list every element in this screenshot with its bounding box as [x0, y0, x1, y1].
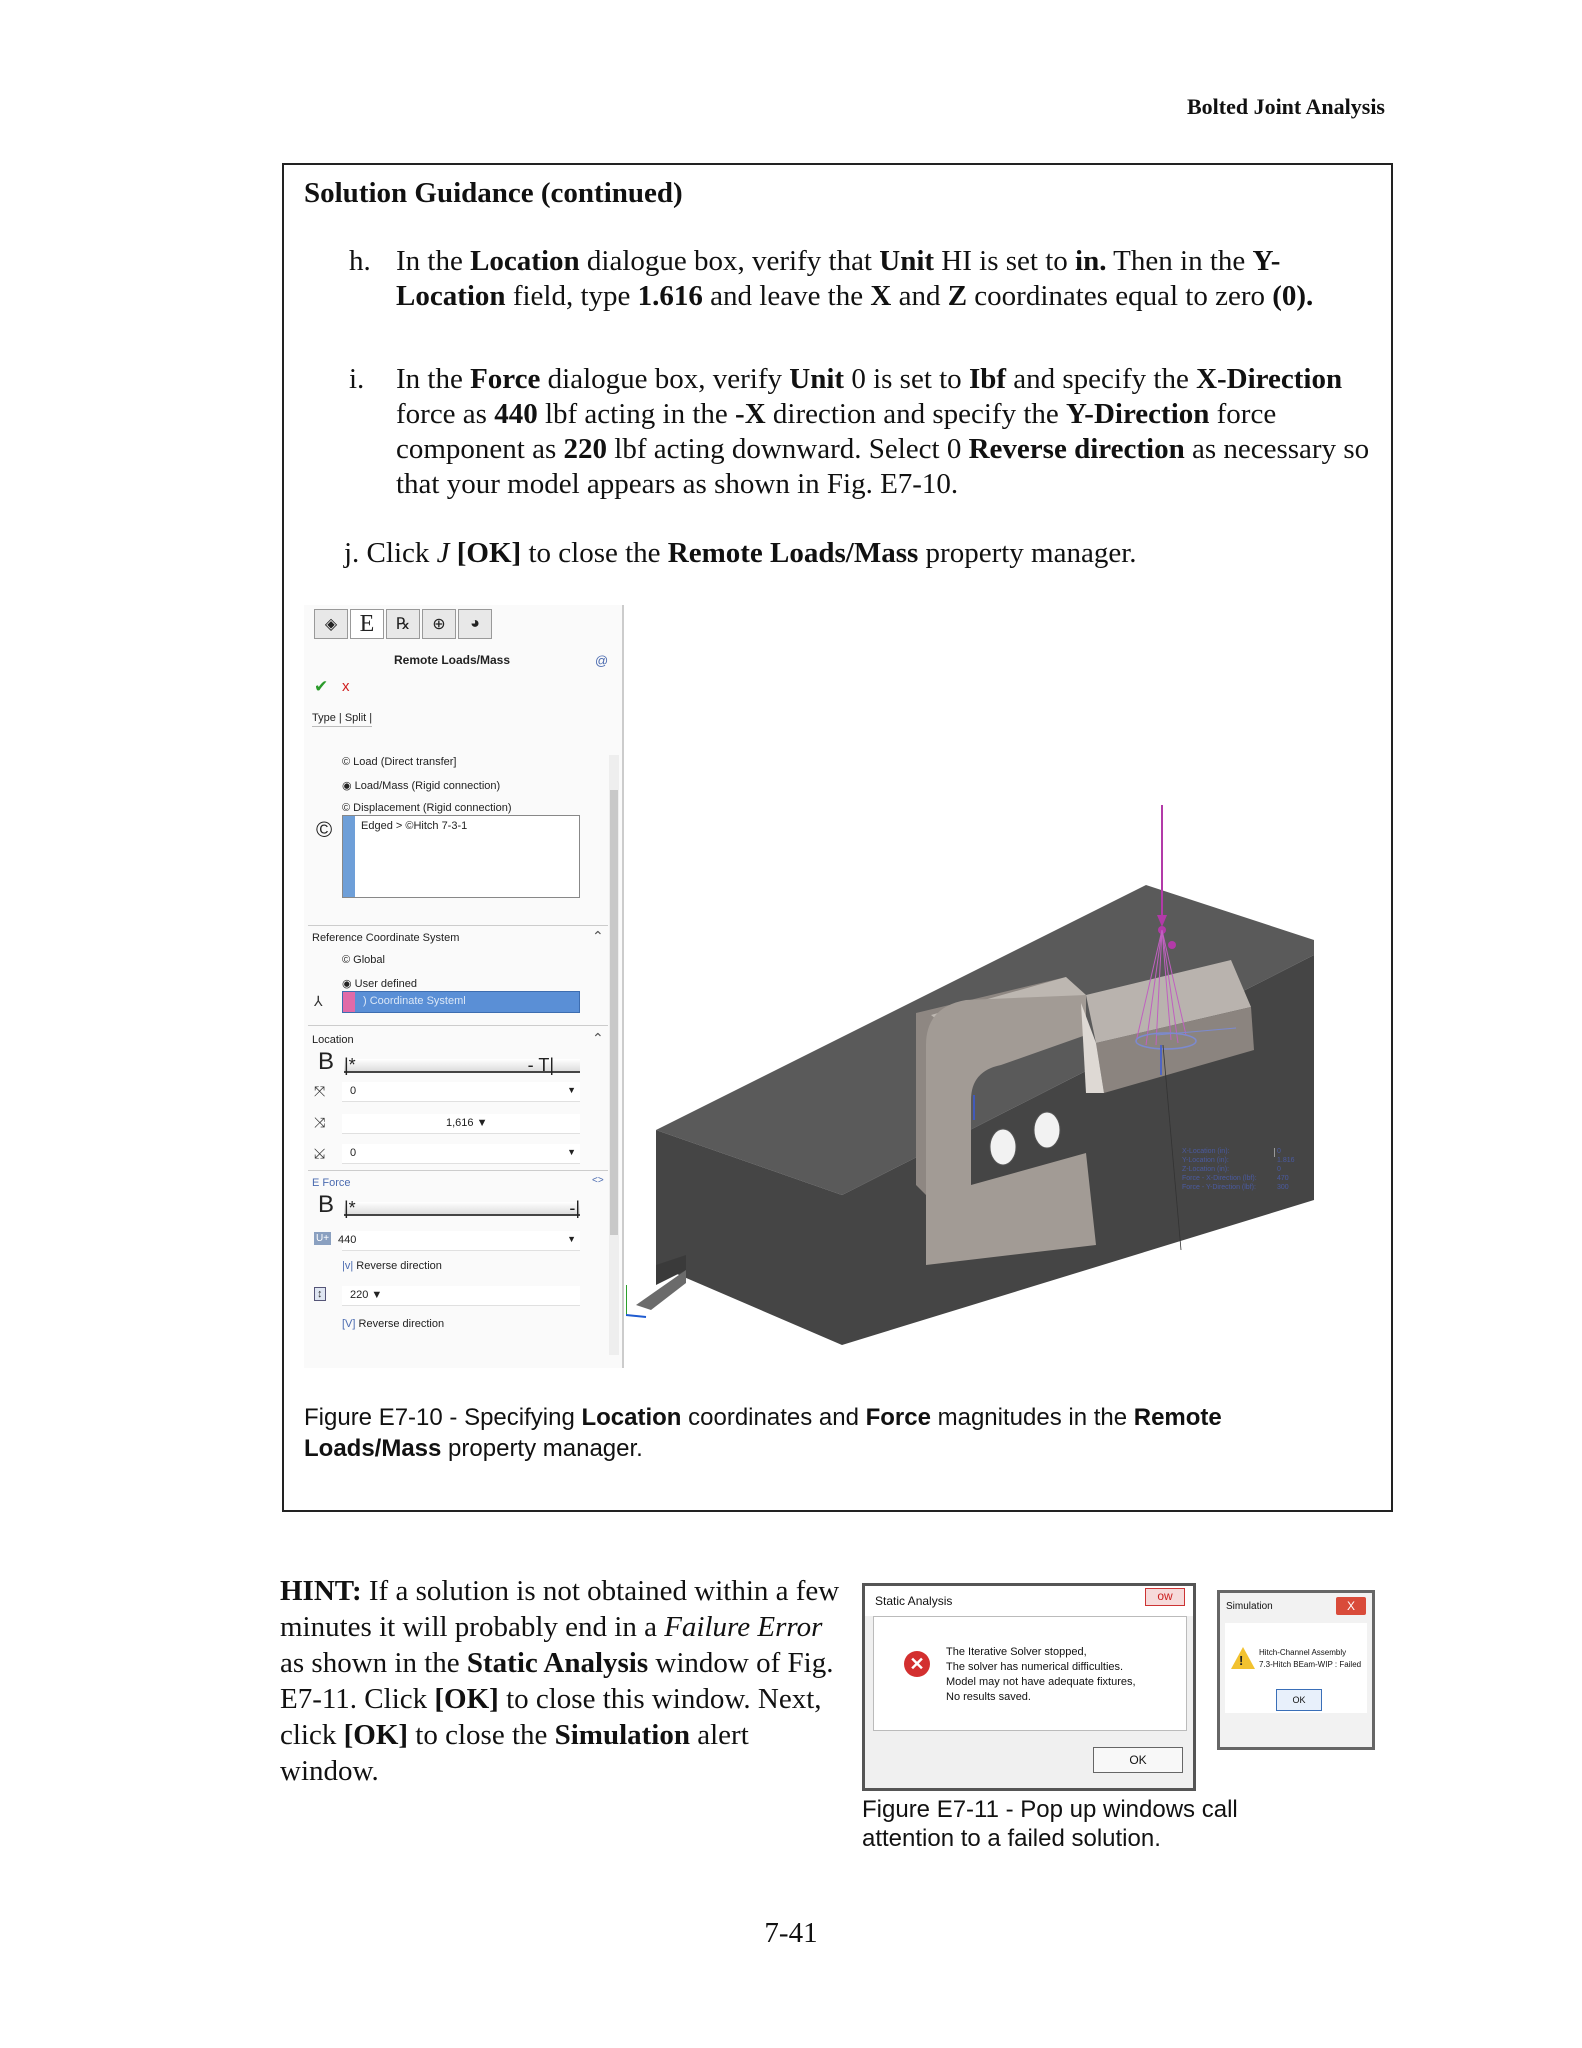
pm-title: Remote Loads/Mass	[394, 653, 511, 667]
divider	[308, 925, 608, 926]
force-y-field[interactable]: 220 ▼	[342, 1286, 580, 1306]
reverse-x-checkbox[interactable]: |v| Reverse direction	[342, 1260, 442, 1272]
axis-triad-icon: ⅄	[314, 993, 323, 1009]
face-selection-box[interactable]	[342, 815, 580, 898]
divider	[308, 1025, 608, 1026]
divider	[308, 1170, 608, 1171]
force-section-header[interactable]: E Force	[312, 1177, 351, 1189]
x-location-field[interactable]: 0 ▼	[342, 1082, 580, 1102]
y-axis-icon: ⤨	[314, 1114, 326, 1130]
force-expand-icon[interactable]: <>	[592, 1175, 604, 1186]
warning-mark: !	[1239, 1653, 1244, 1668]
type-split-tabs[interactable]: Type | Split |	[312, 712, 372, 727]
figure-e7-10: ◈ E ℞ ⊕ ◕ Remote Loads/Mass @ ✔ x Type | Split | © Load (Direct transfer] ◉ Load/Mass (Rigid connection) © Displacement (Rigid connection) © Edged > ©Hitch 7-3-1 Reference Coordinate System ⌃ © Global ◉ User defined ⅄ ) Coordinate Systeml Location ⌃ B |* - T| ⤧ 0 ▼ ⤨ 1,616 ▼ ⤩ 0 ▼ E Force <> B |* -| U+ 440 ▼ |v| Reverse direction ↕ 220 ▼ [V] Reverse direction X-Location (in): Y-Location (in): Z-Location (in): Force - X-Direction (lbf): Force - Y-Direction (lbf): 0 1.816 0 470 300	[304, 605, 1314, 1380]
guidance-title: Solution Guidance (continued)	[304, 177, 683, 209]
cancel-x-icon[interactable]: x	[342, 678, 350, 695]
bolt-hole-1	[990, 1129, 1016, 1165]
alert-message: Hitch-Channel Assembly 7.3-Hitch BEam-WIP : Failed	[1259, 1648, 1362, 1669]
collapse-caret-icon[interactable]: ⌃	[592, 1030, 604, 1046]
step-j: j. Click J [OK] to close the Remote Loads/Mass property manager.	[344, 537, 1137, 569]
close-button[interactable]: ow	[1145, 1588, 1185, 1606]
force-unit-label: B	[318, 1191, 335, 1218]
ok-check-icon[interactable]: ✔	[314, 677, 329, 696]
collapse-caret-icon[interactable]: ⌃	[592, 928, 604, 944]
step-i-marker: i.	[349, 363, 365, 395]
static-analysis-dialog	[862, 1583, 1196, 1791]
location-unit-field[interactable]: |* - T|	[344, 1059, 580, 1073]
z-location-field[interactable]: 0 ▼	[342, 1144, 580, 1164]
step-h-text: In the Location dialogue box, verify that Unit HI is set to in. Then in the Y-Location field, type 1.616 and leave the X and Z coordinates equal to zero (0).	[396, 245, 1314, 312]
ok-button[interactable]: OK	[1093, 1747, 1183, 1773]
configuration-tab[interactable]	[386, 609, 420, 639]
field-color-bar	[343, 992, 355, 1012]
error-message: The Iterative Solver stopped, The solver has numerical difficulties. Model may not have adequate fixtures, No results saved.	[946, 1646, 1136, 1703]
crosshair-icon: ⊕	[432, 616, 446, 633]
manager-tabs	[314, 609, 492, 639]
step-h-marker: h.	[349, 245, 371, 277]
figure-e7-11-caption: Figure E7-11 - Pop up windows call attention to a failed solution.	[862, 1796, 1238, 1852]
dialog-title: Simulation	[1226, 1601, 1273, 1612]
simulation-alert-dialog	[1217, 1590, 1375, 1750]
coord-system-name: ) Coordinate Systeml	[363, 995, 466, 1007]
display-manager-tab[interactable]	[458, 609, 492, 639]
selection-color-bar	[343, 816, 355, 897]
color-wheel-icon: ◕	[470, 615, 480, 632]
radio-load-mass[interactable]: ◉ Load/Mass (Rigid connection)	[342, 780, 501, 792]
dialog-title: Static Analysis	[875, 1594, 953, 1608]
coordinate-system-field[interactable]	[342, 991, 580, 1013]
reverse-y-checkbox[interactable]: [V] Reverse direction	[342, 1318, 445, 1330]
dialog-body	[873, 1616, 1187, 1731]
ok-button[interactable]: OK	[1276, 1689, 1322, 1711]
property-manager-tab[interactable]: E	[350, 609, 384, 639]
config-icon: ℞	[395, 616, 411, 633]
hint-paragraph: HINT: If a solution is not obtained within a few minutes it will probably end in a Failure Error as shown in the Static Analysis window of Fig. E7-11. Click [OK] to close this window. Next, click [OK] to close the Simulation alert window.	[280, 1575, 840, 1787]
part-icon: ◈	[324, 616, 338, 633]
model-viewport[interactable]	[626, 745, 1314, 1345]
location-unit-label: B	[318, 1048, 335, 1075]
error-icon: ✕	[904, 1651, 930, 1677]
help-icon[interactable]: @	[595, 653, 609, 668]
selection-entry: Edged > ©Hitch 7-3-1	[361, 820, 468, 832]
radio-load-direct[interactable]: © Load (Direct transfer]	[342, 756, 457, 768]
copyright-glyph: ©	[316, 817, 333, 842]
z-axis-icon: ⤩	[314, 1145, 326, 1161]
step-i-text: In the Force dialogue box, verify Unit 0 is set to Ibf and specify the X-Direction force as 440 lbf acting in the -X direction and specify the Y-Direction force component as 220 lbf acting downward. Select 0 Reverse direction as necessary so that your model appears as shown in Fig. E7-10.	[396, 363, 1370, 500]
running-header: Bolted Joint Analysis	[1186, 94, 1385, 119]
pm-scrollbar-thumb[interactable]	[610, 790, 618, 1235]
remote-loads-property-manager	[304, 605, 624, 1368]
page-number: 7-41	[764, 1917, 818, 1949]
bolt-hole-2	[1034, 1112, 1060, 1148]
feature-manager-tab[interactable]	[314, 609, 348, 639]
x-axis-icon: ⤧	[314, 1083, 326, 1099]
force-point-2	[1168, 941, 1176, 949]
dimxpert-tab[interactable]	[422, 609, 456, 639]
solution-guidance-box	[282, 163, 1393, 1512]
radio-selected-icon: ◉	[342, 780, 355, 792]
ref-coord-section-header[interactable]: Reference Coordinate System	[312, 932, 460, 944]
close-button[interactable]: X	[1336, 1597, 1366, 1615]
force-x-field[interactable]: 440 ▼	[342, 1231, 580, 1251]
force-unit-field[interactable]: |* -|	[344, 1198, 580, 1218]
radio-displacement[interactable]: © Displacement (Rigid connection)	[342, 802, 512, 814]
figure-e7-10-caption: Figure E7-10 - Specifying Location coordinates and Force magnitudes in the Remote Loads/Mass property manager.	[304, 1404, 1222, 1462]
fx-icon: U+	[316, 1233, 330, 1244]
location-section-header[interactable]: Location	[312, 1034, 354, 1046]
y-location-field[interactable]: 1,616 ▼	[342, 1114, 580, 1134]
fy-icon: ↕	[314, 1287, 326, 1301]
radio-global[interactable]: © Global	[342, 954, 385, 966]
radio-selected-icon: ◉	[342, 978, 355, 990]
radio-user-defined[interactable]: ◉ User defined	[342, 978, 418, 990]
